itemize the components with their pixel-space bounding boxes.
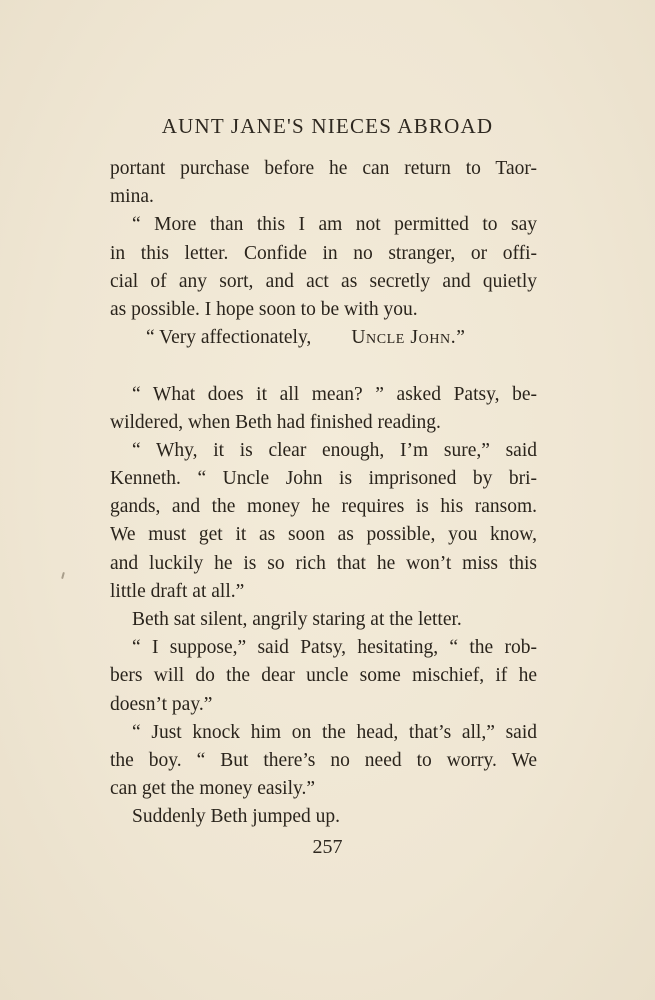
signature-name: Uncle John.” — [351, 327, 466, 349]
paper-speck — [61, 572, 65, 579]
text-line: “ More than this I am not permitted to say — [132, 214, 537, 236]
letter-signature — [110, 324, 537, 352]
text-line: in this letter. Confide in no stranger, or offi- — [110, 242, 537, 264]
text-line: can get the money easily.” — [110, 778, 316, 800]
signature-closing: “ Very affectionately, — [146, 327, 312, 349]
text-line: Kenneth. “ Uncle John is imprisoned by bri- — [110, 468, 537, 490]
text-line: bers will do the dear uncle some mischief, if he — [110, 665, 537, 687]
text-line: We must get it as soon as possible, you know, — [110, 524, 537, 546]
text-line: “ What does it all mean? ” asked Patsy, be- — [132, 383, 537, 405]
text-line: little draft at all.” — [110, 580, 245, 602]
text-line: cial of any sort, and act as secretly and quietly — [110, 270, 537, 292]
text-line: and luckily he is so rich that he won’t miss this — [110, 552, 537, 574]
text-line: Suddenly Beth jumped up. — [132, 806, 340, 828]
text-line: doesn’t pay.” — [110, 693, 213, 715]
text-line: gands, and the money he requires is his ransom. — [110, 496, 537, 518]
text-line: mina. — [110, 186, 154, 208]
text-line: “ Why, it is clear enough, I’m sure,” said — [132, 439, 537, 461]
text-line: Beth sat silent, angrily staring at the letter. — [132, 609, 462, 630]
section-break — [110, 352, 537, 380]
text-line: the boy. “ But there’s no need to worry. We — [110, 749, 537, 771]
text-line: “ I suppose,” said Patsy, hesitating, “ the rob- — [132, 637, 537, 659]
text-line: portant purchase before he can return to Taor- — [110, 158, 537, 179]
body-text — [110, 155, 537, 832]
page-number: 257 — [312, 836, 343, 858]
running-head: AUNT JANE'S NIECES ABROAD — [161, 114, 494, 138]
text-line: “ Just knock him on the head, that’s all,” said — [132, 721, 537, 743]
text-line: as possible. I hope soon to be with you. — [110, 298, 418, 320]
text-line: wildered, when Beth had finished reading. — [110, 411, 441, 433]
